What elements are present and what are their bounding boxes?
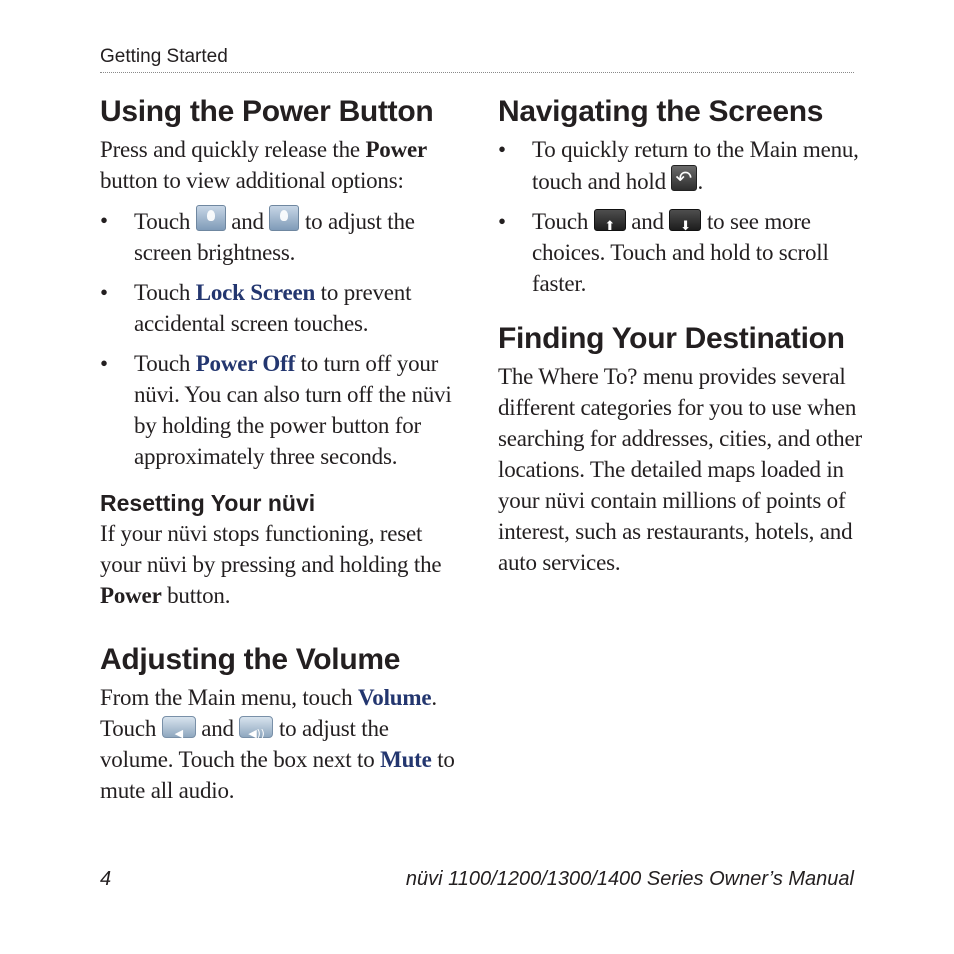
volume-text-part: . Touch xyxy=(100,685,437,741)
power-intro-text-end: button to view additional options: xyxy=(100,168,404,193)
volume-text-part: and xyxy=(195,716,240,741)
reset-text-part: If your nüvi stops functioning, reset your nüvi by pressing and holding the xyxy=(100,521,442,577)
section-title-volume: Adjusting the Volume xyxy=(100,643,401,676)
brightness-down-icon xyxy=(196,205,226,231)
power-off-label: Power Off xyxy=(195,351,296,376)
mute-label: Mute xyxy=(380,747,432,772)
list-item: • Touch Power Off to turn off your nüvi. You can also turn off the nüvi by holding the power button for approximately three seconds. xyxy=(100,351,452,469)
bullet-text: and xyxy=(225,209,270,234)
reset-text xyxy=(100,518,465,611)
volume-text xyxy=(100,682,465,806)
volume-text-part: From the Main menu, touch xyxy=(100,685,358,710)
bullet-text: to see more choices. Touch and hold to scroll faster. xyxy=(532,209,829,296)
running-head: Getting Started xyxy=(100,46,228,67)
volume-text-part: to adjust the volume. Touch the box next to xyxy=(100,716,389,772)
list-item: • Touch and to adjust the screen brightness. xyxy=(100,205,465,268)
volume-up-icon: ◀)) xyxy=(239,716,273,738)
bullet-text: to turn off your nüvi. You can also turn off the nüvi by holding the power button for approximately three seconds. xyxy=(134,351,452,469)
bullet-text: . xyxy=(697,169,704,194)
right-column xyxy=(498,92,863,578)
power-intro xyxy=(100,134,465,196)
nav-bullet-list xyxy=(498,134,863,299)
brightness-up-icon xyxy=(269,205,299,231)
reset-text-bold: Power xyxy=(100,583,162,608)
page-number: 4 xyxy=(100,868,112,890)
bullet-text: Touch xyxy=(532,209,594,234)
back-icon xyxy=(671,165,697,191)
power-bullet-list xyxy=(100,205,465,472)
section-title-destination: Finding Your Destination xyxy=(498,322,845,355)
bullet-text: and xyxy=(625,209,670,234)
bullet-text: To quickly return to the Main menu, touch and hold xyxy=(532,137,859,194)
bullet-text: Touch xyxy=(134,280,196,305)
bullet-text: Touch xyxy=(134,209,196,234)
section-title-power: Using the Power Button xyxy=(100,95,434,128)
bullet-text: to prevent accidental screen touches. xyxy=(134,280,412,336)
down-arrow-icon: ⬇ xyxy=(669,209,701,231)
lock-screen-label: Lock Screen xyxy=(195,280,316,305)
volume-text-part: to mute all audio. xyxy=(100,747,455,803)
list-item: • Touch ⬆ and ⬇ to see more choices. Touch and hold to scroll faster. xyxy=(498,209,829,296)
section-title-navigating: Navigating the Screens xyxy=(498,95,824,128)
power-intro-text: Press and quickly release the xyxy=(100,137,366,162)
header-divider xyxy=(100,72,854,73)
bullet-text: Touch xyxy=(134,351,196,376)
destination-text: The Where To? menu provides several different categories for you to use when searching for addresses, cities, and other locations. The detailed maps loaded in your nüvi contain millions of points of interest, such as restaurants, hotels, and auto services. xyxy=(498,364,862,575)
left-column xyxy=(100,92,465,806)
list-item: • To quickly return to the Main menu, touch and hold ↶. xyxy=(498,134,863,197)
subsection-title-reset: Resetting Your nüvi xyxy=(100,490,316,516)
power-intro-bold: Power xyxy=(365,137,428,162)
bullet-text: to adjust the screen brightness. xyxy=(134,209,415,265)
volume-down-icon: ◀ xyxy=(162,716,196,738)
manual-title: nüvi 1100/1200/1300/1400 Series Owner’s Manual xyxy=(405,868,854,890)
up-arrow-icon: ⬆ xyxy=(594,209,626,231)
volume-label: Volume xyxy=(358,685,432,710)
reset-text-end: button. xyxy=(161,583,231,608)
list-item: • Touch Lock Screen to prevent accidental screen touches. xyxy=(100,280,412,336)
